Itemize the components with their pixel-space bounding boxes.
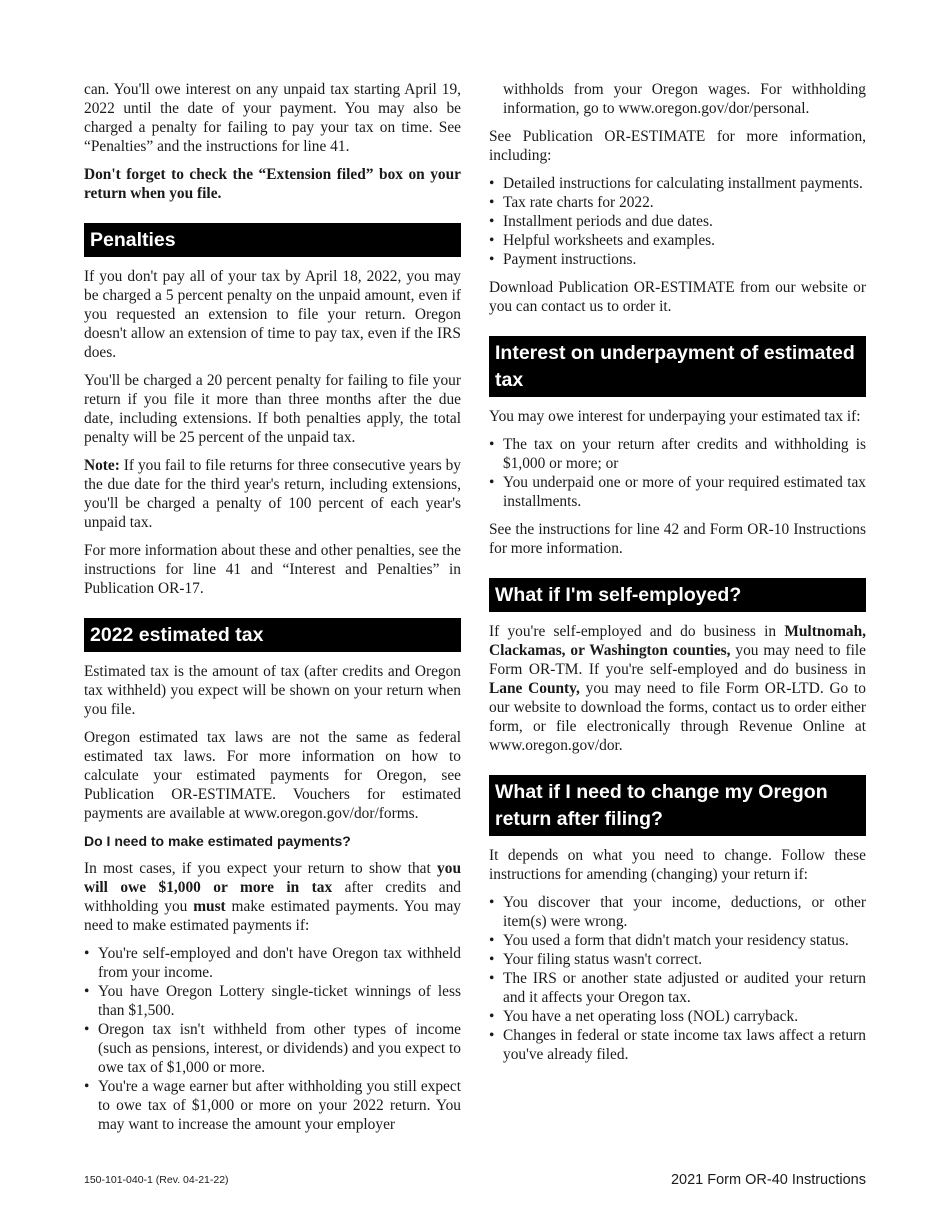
estimated-paragraph-1: Estimated tax is the amount of tax (after credits and Oregon tax withheld) you expect will be shown on your return when you file.: [84, 663, 461, 718]
change-reasons-list: [489, 893, 866, 1064]
publication-contents-list: [489, 174, 866, 269]
se-text-a: If you're self-employed and do business in: [489, 623, 785, 640]
list-item: • The IRS or another state adjusted or audited your return and it affects your Oregon tax.: [489, 969, 866, 1007]
list-item: • You're self-employed and don't have Oregon tax withheld from your income.: [84, 944, 461, 982]
footer-title: 2021 Form OR-40 Instructions: [670, 1172, 866, 1188]
estimated-payments-list: [84, 944, 461, 1134]
se-text-e: you may need to file Form OR-LTD. Go to our website to download the forms, contact us to order either form, or file electronically through Revenue Online at www.oregon.gov/dor.: [489, 680, 867, 754]
list-item: • Helpful worksheets and examples.: [489, 231, 866, 250]
p3-bold-b: you will owe $1,000 or more in tax: [84, 860, 461, 896]
list-item: • Changes in federal or state income tax laws affect a return you've already filed.: [489, 1026, 866, 1064]
penalties-paragraph-4: For more information about these and other penalties, see the instructions for line 41 and “Interest and Penalties” in Publication OR-17.: [84, 542, 461, 597]
left-column: [84, 80, 461, 1143]
self-employed-heading: What if I'm self-employed?: [489, 578, 866, 612]
right-column: [489, 80, 866, 1073]
interest-list: [489, 435, 866, 511]
estimated-paragraph-2: Oregon estimated tax laws are not the same as federal estimated tax laws. For more information on how to calculate your estimated payments for Oregon, see Publication OR-ESTIMATE. Vouchers for estimated payments are available at www.oregon.gov/dor/forms.: [84, 729, 461, 822]
penalties-paragraph-1: If you don't pay all of your tax by April 18, 2022, you may be charged a 5 percent penalty on the unpaid amount, even if you requested an extension to file your return. Oregon doesn't allow an extension of time to pay tax, even if the IRS does.: [84, 268, 461, 361]
estimated-paragraph-3: [84, 859, 461, 935]
p3-text-e: make estimated payments. You may need to make estimated payments if:: [84, 898, 461, 934]
withholding-continuation: withholds from your Oregon wages. For withholding information, go to www.oregon.gov/dor/personal.: [503, 81, 866, 117]
list-item: • You discover that your income, deductions, or other item(s) were wrong.: [489, 893, 866, 931]
interest-paragraph-2: See the instructions for line 42 and Form OR-10 Instructions for more information.: [489, 521, 866, 557]
list-item: • Oregon tax isn't withheld from other types of income (such as pensions, interest, or dividends) and you expect to owe tax of $1,000 or more.: [84, 1020, 461, 1077]
list-item: • You're a wage earner but after withholding you still expect to owe tax of $1,000 or more on your 2022 return. You may want to increase the amount your employer: [84, 1077, 461, 1134]
list-item: • You underpaid one or more of your required estimated tax installments.: [489, 473, 866, 511]
self-employed-paragraph: [489, 622, 866, 755]
estimated-payments-subheading: Do I need to make estimated payments?: [84, 833, 351, 849]
see-publication-paragraph: See Publication OR-ESTIMATE for more information, including:: [489, 128, 866, 164]
list-item: • Installment periods and due dates.: [489, 212, 866, 231]
interest-paragraph-1: You may owe interest for underpaying your estimated tax if:: [489, 408, 861, 425]
list-item: • The tax on your return after credits and withholding is $1,000 or more; or: [489, 435, 866, 473]
change-paragraph: It depends on what you need to change. Follow these instructions for amending (changing) your return if:: [489, 847, 866, 883]
list-item: • Tax rate charts for 2022.: [489, 193, 866, 212]
se-text-c: you may need to file Form OR-TM. If you're self-employed and do business in: [489, 642, 867, 678]
intro-paragraph: can. You'll owe interest on any unpaid tax starting April 19, 2022 until the date of your payment. You may also be charged a penalty for failing to pay your tax on time. See “Penalties” and the instructions for line 41.: [84, 81, 461, 155]
se-bold-b: Multnomah, Clackamas, or Washington counties,: [489, 623, 866, 659]
list-item: • Detailed instructions for calculating installment payments.: [489, 174, 866, 193]
p3-text-a: In most cases, if you expect your return to show that: [84, 860, 438, 877]
p3-bold-d: must: [193, 898, 226, 915]
download-paragraph: Download Publication OR-ESTIMATE from our website or you can contact us to order it.: [489, 279, 866, 315]
p3-text-c: after credits and withholding you: [84, 879, 461, 915]
penalties-paragraph-2: You'll be charged a 20 percent penalty for failing to file your return if you file it more than three months after the due date, including extensions. If both penalties apply, the total penalty will be 25 percent of the unpaid tax.: [84, 372, 461, 446]
list-item: • Your filing status wasn't correct.: [489, 950, 866, 969]
list-item: • You used a form that didn't match your residency status.: [489, 931, 866, 950]
change-return-heading: What if I need to change my Oregon return after filing?: [489, 775, 866, 836]
penalties-note: [84, 456, 461, 532]
list-item: • You have a net operating loss (NOL) carryback.: [489, 1007, 866, 1026]
note-text: If you fail to file returns for three consecutive years by the due date for the third year's return, including extensions, you'll be charged a penalty of 100 percent of each year's unpaid tax.: [84, 457, 461, 531]
list-item: • Payment instructions.: [489, 250, 866, 269]
extension-reminder: Don't forget to check the “Extension filed” box on your return when you file.: [84, 166, 461, 202]
note-label: Note:: [84, 457, 120, 474]
se-bold-d: Lane County,: [489, 680, 580, 697]
interest-heading: Interest on underpayment of estimated tax: [489, 336, 866, 397]
form-code: 150-101-040-1 (Rev. 04-21-22): [84, 1174, 229, 1186]
list-item: • You have Oregon Lottery single-ticket winnings of less than $1,500.: [84, 982, 461, 1020]
penalties-heading: Penalties: [84, 223, 461, 257]
estimated-tax-heading: 2022 estimated tax: [84, 618, 461, 652]
